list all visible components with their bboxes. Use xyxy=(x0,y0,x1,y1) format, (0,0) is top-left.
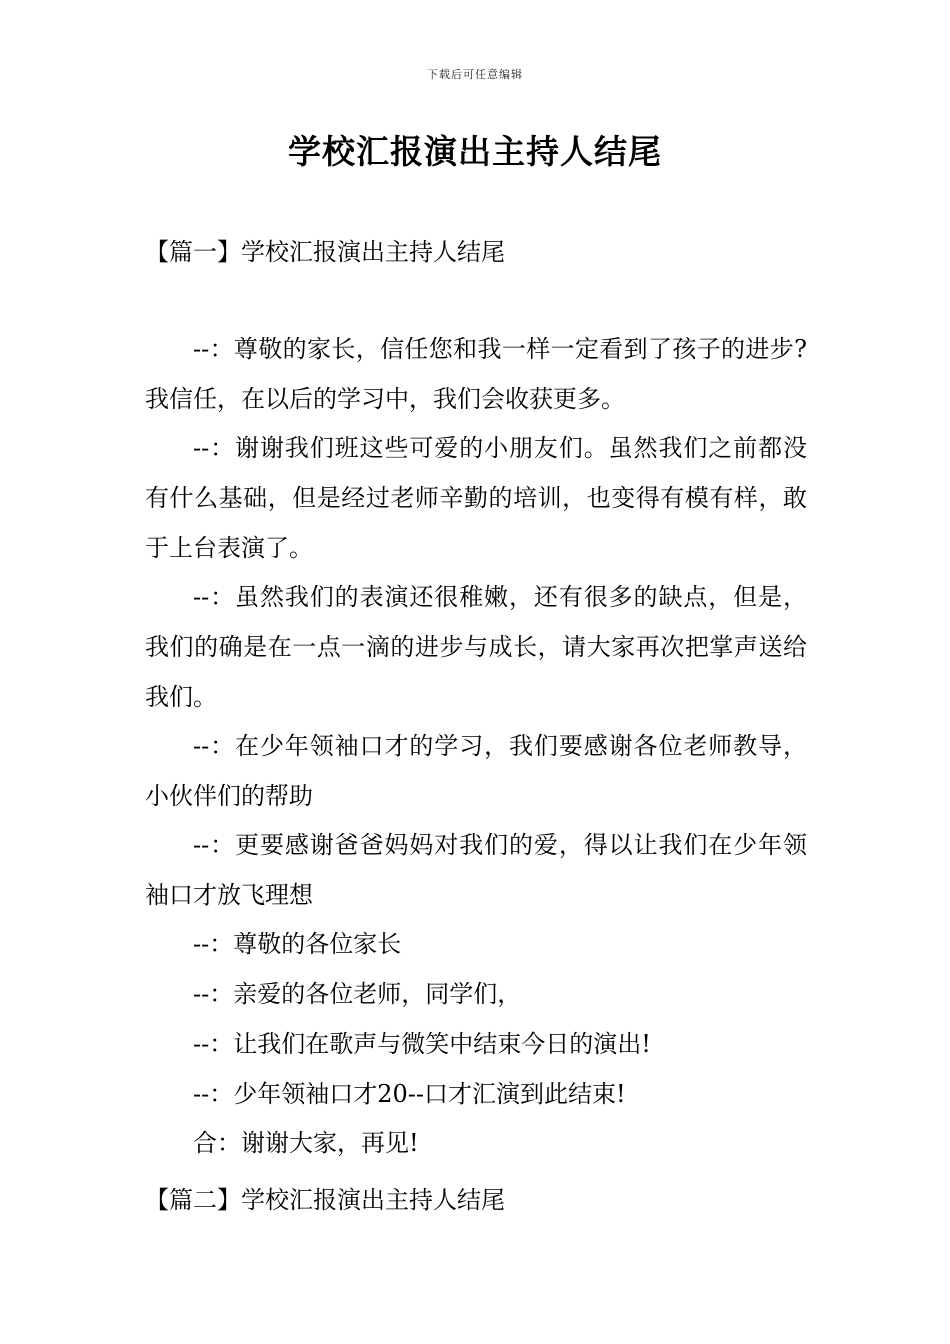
paragraph: --：少年领袖口才20--口才汇演到此结束! xyxy=(193,1080,626,1108)
paragraph: --：让我们在歌声与微笑中结束今日的演出! xyxy=(193,1030,651,1058)
paragraph: --：尊敬的家长，信任您和我一样一定看到了孩子的进步?我信任，在以后的学习中，我们会收获更多。 xyxy=(145,335,807,413)
paragraph: --：谢谢我们班这些可爱的小朋友们。虽然我们之前都没有什么基础，但是经过老师辛勤的培训，也变得有模有样，敢于上台表演了。 xyxy=(145,434,807,562)
paragraph: --：虽然我们的表演还很稚嫩，还有很多的缺点，但是，我们的确是在一点一滴的进步与成长，请大家再次把掌声送给我们。 xyxy=(145,583,807,711)
paragraph: --：尊敬的各位家长 xyxy=(193,930,402,958)
paragraph: --：亲爱的各位老师，同学们， xyxy=(193,980,522,1008)
paragraph: 合：谢谢大家，再见! xyxy=(193,1129,419,1157)
section-heading-one: 【篇一】学校汇报演出主持人结尾 xyxy=(145,238,505,266)
paragraph: --：更要感谢爸爸妈妈对我们的爱，得以让我们在少年领袖口才放飞理想 xyxy=(145,831,807,909)
document-title: 学校汇报演出主持人结尾 xyxy=(288,132,662,171)
section-heading-two: 【篇二】学校汇报演出主持人结尾 xyxy=(145,1186,505,1214)
paragraph: --：在少年领袖口才的学习，我们要感谢各位老师教导，小伙伴们的帮助 xyxy=(145,732,807,810)
header-note: 下载后可任意编辑 xyxy=(427,68,523,81)
